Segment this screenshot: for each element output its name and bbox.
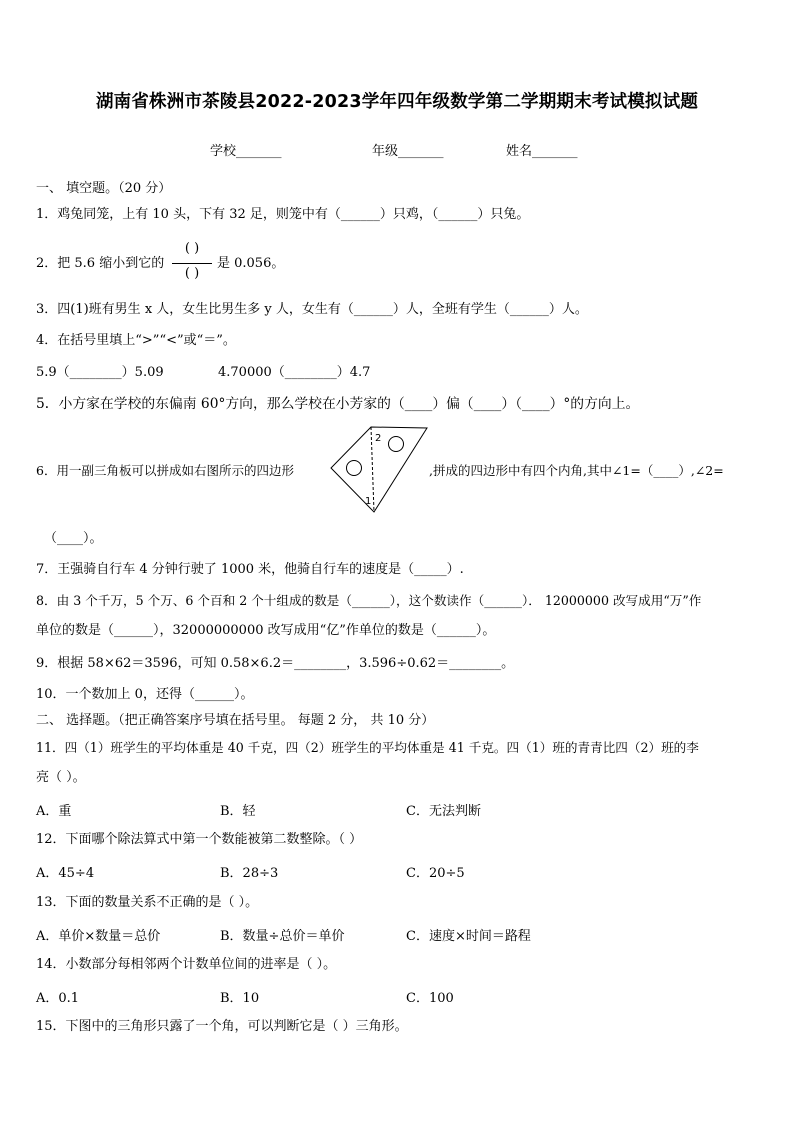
question-14: 14．小数部分每相邻两个计数单位间的进率是（ ）。	[36, 957, 337, 972]
question-12: 12．下面哪个除法算式中第一个数能被第二数整除。（ ）	[36, 832, 363, 847]
question-5: 5．小方家在学校的东偏南 60°方向，那么学校在小芳家的（____）偏（____）（____）°的方向上。	[36, 396, 640, 412]
q14-option-c[interactable]: C．100	[406, 991, 454, 1006]
q14-option-a[interactable]: A．0.1	[36, 991, 80, 1006]
q14-option-b[interactable]: B．10	[220, 991, 260, 1006]
question-2-prefix: 2．把 5.6 缩小到它的	[36, 256, 165, 271]
q13-option-b[interactable]: B．数量÷总价＝单价	[220, 929, 345, 944]
fraction-bar	[172, 263, 212, 264]
angle-2-label: 2	[375, 433, 382, 444]
question-1: 1．鸡兔同笼，上有 10 头，下有 32 足，则笼中有（______）只鸡，（______）只兔。	[36, 207, 530, 222]
question-2-suffix: 是 0.056。	[217, 256, 285, 271]
q13-option-a[interactable]: A．单价×数量＝总价	[36, 929, 161, 944]
question-8b: 单位的数是（______），32000000000 改写成用“亿”作单位的数是（______）。	[36, 623, 496, 638]
question-2-fraction	[170, 241, 214, 287]
grade-field[interactable]: 年级_______	[372, 144, 444, 159]
angle-1-label: 1	[365, 496, 372, 507]
q11-option-b[interactable]: B．轻	[220, 804, 256, 819]
question-4b: 4.70000（________）4.7	[218, 365, 371, 380]
section-1-heading: 一、 填空题。（20 分）	[36, 181, 172, 196]
question-6-prefix: 6．用一副三角板可以拼成如右图所示的四边形	[36, 463, 294, 478]
question-7: 7．王强骑自行车 4 分钟行驶了 1000 米，他骑自行车的速度是（_____）.	[36, 562, 464, 577]
question-15: 15．下图中的三角形只露了一个角，可以判断它是（ ）三角形。	[36, 1019, 408, 1034]
question-11a: 11．四（1）班学生的平均体重是 40 千克，四（2）班学生的平均体重是 41 千克。四（1）班的青青比四（2）班的李	[36, 740, 699, 755]
question-10: 10．一个数加上 0，还得（______）。	[36, 687, 254, 702]
name-field[interactable]: 姓名_______	[506, 144, 578, 159]
circle-right	[389, 437, 404, 452]
page-title: 湖南省株洲市茶陵县2022-2023学年四年级数学第二学期期末考试模拟试题	[95, 92, 699, 112]
question-8a: 8．由 3 个千万，5 个万、6 个百和 2 个十组成的数是（______），这个数读作（______）． 12000000 改写成用“万”作	[36, 593, 702, 608]
fraction-denominator[interactable]: ( )	[184, 266, 200, 281]
section-2-heading: 二、 选择题。（把正确答案序号填在括号里。 每题 2 分， 共 10 分）	[36, 713, 435, 728]
diagonal-line	[371, 427, 374, 512]
question-6-continued: （____）。	[44, 531, 103, 546]
q12-option-a[interactable]: A．45÷4	[36, 866, 95, 881]
fraction-numerator[interactable]: ( )	[184, 241, 200, 256]
question-6-suffix: ,拼成的四边形中有四个内角,其中∠1=（____）,∠2=	[429, 463, 724, 478]
question-4: 4．在括号里填上“>”“<”或“＝”。	[36, 333, 236, 348]
q11-option-c[interactable]: C．无法判断	[406, 804, 481, 819]
question-3: 3．四(1)班有男生 x 人，女生比男生多 y 人，女生有（______）人，全班有学生（______）人。	[36, 302, 588, 317]
question-11b: 亮（ ）。	[36, 770, 86, 785]
q11-option-a[interactable]: A．重	[36, 804, 72, 819]
q12-option-b[interactable]: B．28÷3	[220, 866, 279, 881]
question-9: 9．根据 58×62＝3596，可知 0.58×6.2＝________，3.596÷0.62＝________。	[36, 656, 515, 671]
quadrilateral-figure	[325, 424, 431, 516]
school-field[interactable]: 学校_______	[210, 144, 282, 159]
circle-left	[347, 461, 362, 476]
q12-option-c[interactable]: C．20÷5	[406, 866, 465, 881]
question-13: 13．下面的数量关系不正确的是（ ）。	[36, 895, 259, 910]
question-4a: 5.9（________）5.09	[36, 365, 164, 380]
q13-option-c[interactable]: C．速度×时间＝路程	[406, 929, 531, 944]
